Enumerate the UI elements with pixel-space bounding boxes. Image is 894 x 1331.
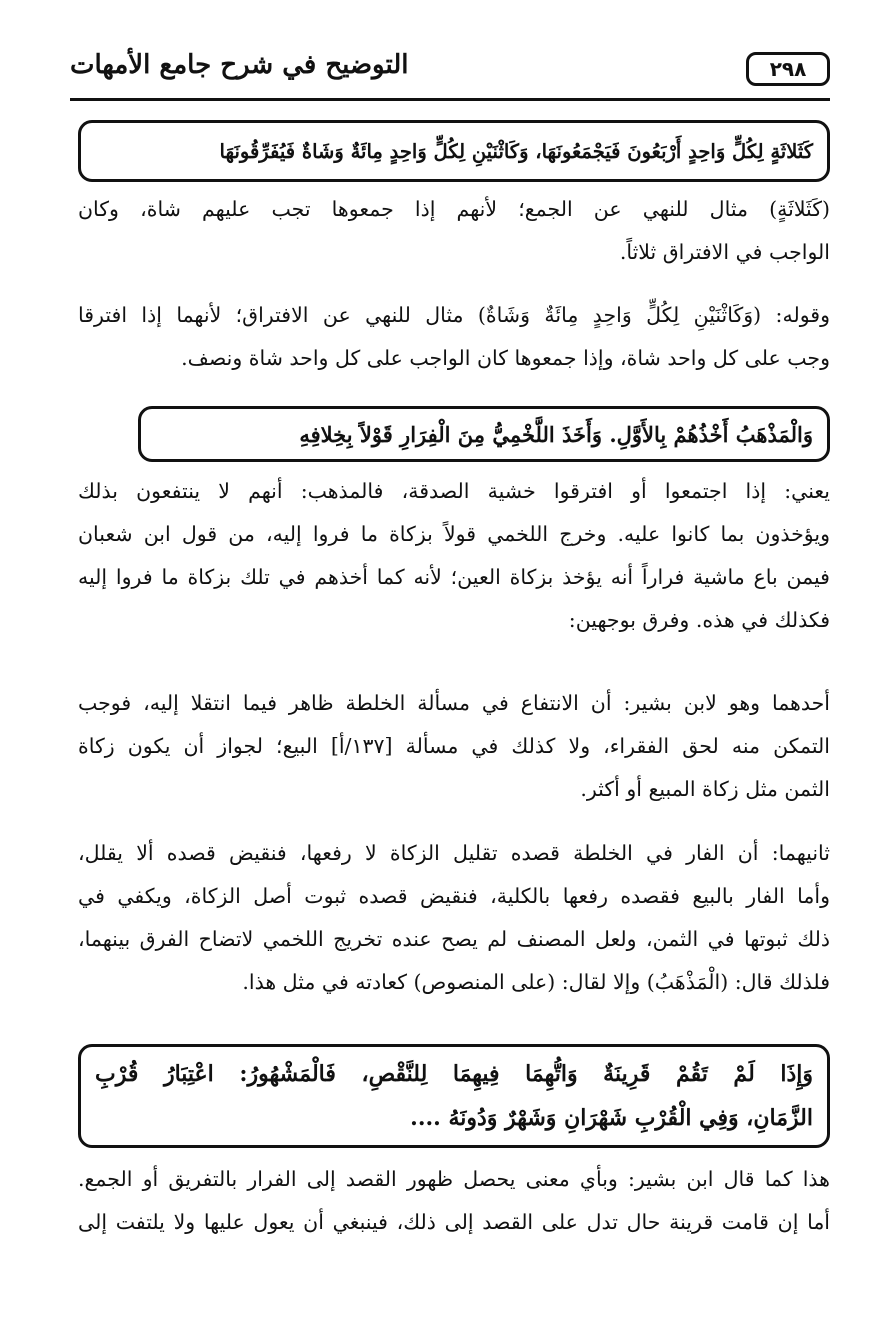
paragraph-3 [78,470,830,642]
header-rule [70,98,830,101]
matn-box-3 [78,1044,830,1148]
text-line: وجب على كل واحد شاة، وإذا جمعوها كان الواجب على كل واحد شاة ونصف. [181,346,830,370]
matn-text: كَثَلاثَةٍ لِكُلٍّ وَاحِدٍ أَرْبَعُونَ فَيَجْمَعُونَهَا، وَكَاثْنَيْنِ لِكُلٍّ وَاحِدٍ مِائَةٌ وَشَاةٌ فَيُفَرِّقُونَهَا [219,139,813,163]
text-line: (كَثَلاثَةٍ) مثال للنهي عن الجمع؛ لأنهم إذا جمعوها تجب عليهم شاة، وكان [78,197,830,221]
matn-text: وَإِذَا لَمْ تَقُمْ قَرِينَةٌ وَاتُّهِمَا فِيهِمَا لِلنَّقْصِ، فَالْمَشْهُورُ: اعْتِبَارُ قُرْبِ [95,1061,813,1087]
text-line: وأما الفار بالبيع فقصده رفعها بالكلية، فنقيض قصده ثبوت أصل الزكاة، ويكفي في [78,884,830,908]
text-line: ذلك ثبوتها في الثمن، ولعل المصنف لم يصح عنده تخريج اللخمي لاتضاح الفرق بينهما، [78,927,830,951]
page-header [70,50,830,100]
text-line: يعني: إذا اجتمعوا أو افترقوا خشية الصدقة، فالمذهب: أنهم لا ينتفعون بذلك [78,479,830,503]
matn-text: وَالْمَذْهَبُ أَخْذُهُمْ بِالأَوَّلِ. وَأَخَذَ اللَّخْمِيُّ مِنَ الْفِرَارِ قَوْلاً بِخِلافِهِ [299,421,813,447]
paragraph-4 [78,682,830,811]
paragraph-2 [78,294,830,380]
text-line: الثمن مثل زكاة المبيع أو أكثر. [580,777,830,801]
text-line: فيمن باع ماشية فراراً أنه يؤخذ بزكاة العين؛ لأنه كما أخذهم في تلك بزكاة ما فروا إليه [78,565,830,589]
paragraph-6 [78,1158,830,1244]
matn-box-2 [138,406,830,462]
matn-box-1 [78,120,830,182]
matn-text: الزَّمَانِ، وَفِي الْقُرْبِ شَهْرَانِ وَشَهْرٌ وَدُونَهُ .... [410,1105,813,1131]
text-line: الواجب في الافتراق ثلاثاً. [619,240,830,264]
text-line: ويؤخذون بما كانوا عليه. وخرج اللخمي قولاً بزكاة ما فروا إليه، من قول ابن شعبان [78,522,830,546]
paragraph-5 [78,832,830,1004]
book-title: التوضيح في شرح جامع الأمهات [70,50,409,80]
text-line: فلذلك قال: (الْمَذْهَبُ) وإلا لقال: (على المنصوص) كعادته في مثل هذا. [242,970,830,994]
text-line: أحدهما وهو لابن بشير: أن الانتفاع في مسألة الخلطة ظاهر فيما انتقلا إليه، فوجب [78,691,830,715]
text-line: هذا كما قال ابن بشير: وبأي معنى يحصل ظهور القصد إلى الفرار بالتفريق أو الجمع. [78,1167,830,1191]
text-line: أما إن قامت قرينة حال تدل على القصد إلى ذلك، فينبغي أن يعول عليها ولا يلتفت إلى [78,1210,830,1234]
paragraph-1 [78,188,830,274]
text-line: التمكن منه لحق الفقراء، ولا كذلك في مسألة [١٣٧/أ] البيع؛ لجواز أن يكون زكاة [78,734,830,758]
page-number: ٢٩٨ [746,52,830,86]
text-line: ثانيهما: أن الفار في الخلطة قصده تقليل الزكاة لا رفعها، فنقيض قصده ألا يقلل، [78,841,830,865]
text-line: وقوله: (وَكَاثْنَيْنِ لِكُلٍّ وَاحِدٍ مِائَةٌ وَشَاةٌ) مثال للنهي عن الافتراق؛ لأنهما إذا افترقا [78,303,830,327]
text-line: فكذلك في هذه. وفرق بوجهين: [568,608,830,632]
